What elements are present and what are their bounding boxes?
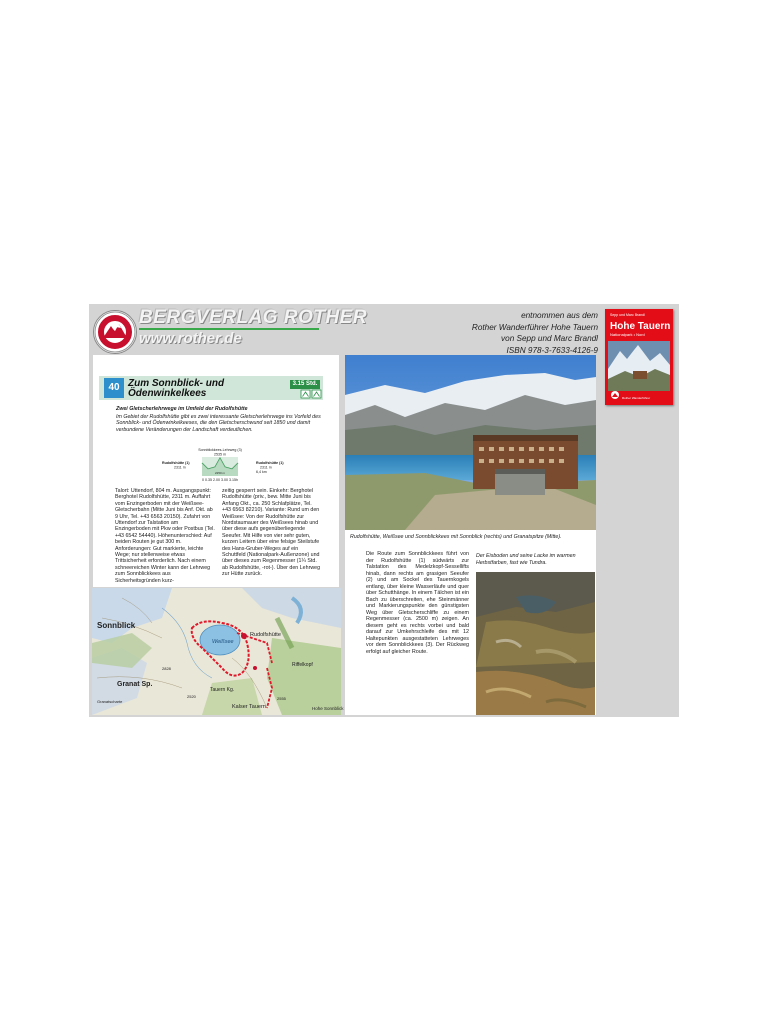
credit-line: entnommen aus dem <box>521 311 598 320</box>
route-description: Die Route zum Sonnblickkees führt von der Rudolfshütte (1) südwärts zur Talstation des Medelzkopf-Sessellifts hinab, dann rechts am grasigen Seeufer (2) und am Sockel des Tauernkogels entlang, über kleine Wasserläufe und quer über Schutthänge. In einem Tälchen ist ein Bach zu überschreiten, ehe Steinmänner und Markierungspunkte den günstigsten Weg über Gletscherschliffe zu einem Regenmesser (ca. 2500 m) zeigen. An diesem geht es rechts vorbei und bald darauf zur Umkehrschleife des mit 12 Haltepunkten ausgestatteten Lehrweges vor dem Sonnblickkees (3). Der Rückweg erfolgt auf gleicher Route. <box>366 551 469 655</box>
map-label-elevation: 2520 <box>187 694 196 699</box>
info-column-left: Talort: Uttendorf, 804 m. Ausgangspunkt: Berghotel Rudolfshütte, 2311 m. Auffahrt vom Enzingerboden mit der Weißsee-Gletscherbahn (Mitte Juni bis Anf. Okt. ab 9 Uhr, Tel. +43 6563 20150). Zufahrt von Uttendorf zur Talstation am Enzingerboden mit Pkw oder Postbus (Tel. +43 6542 54440). Höhenunterschied: Auf beiden Routen je gut 300 m. Anforderungen: Gut markierte, leichte Wege; nur stellenweise etwas Trittsicherheit erforderlich. Nach einem schneereichen Winter kann der Lehrweg zum Sonnblickkees aus Sicherheitsgründen kurz- <box>115 488 215 584</box>
tour-title <box>128 379 288 399</box>
profile-start-label: Rudolfshütte (1) <box>162 461 190 465</box>
intro-text: Im Gebiet der Rudolfshütte gibt es zwei interessante Gletscherlehrwege ins Vorfeld des Sonnblick- und Ödenwinkelkeeses, die den Gletscherschwund seit 1850 und damit verbundene Veränderungen der Landschaft verdeutlichen. <box>116 414 321 433</box>
map-label-elevation: 2828 <box>162 666 171 671</box>
map-label-riffelkopf: Riffelkopf <box>292 662 313 668</box>
photo-caption-secondary: Der Eisboden und seine Lacke im warmen Herbstfarben, fast wie Tundra. <box>476 553 576 566</box>
credit-isbn: ISBN 978-3-7633-4126-9 <box>506 345 598 355</box>
book-cover-author: Sepp und Marc Brandl <box>610 313 645 317</box>
intro-heading: Zwei Gletscherlehrwege im Umfeld der Rudolfshütte <box>116 406 248 412</box>
photo-caption-main: Rudolfshütte, Weißsee und Sonnblickkees mit Sonnblick (rechts) und Granatspitze (Mitte). <box>350 534 562 540</box>
map-label-granat: Granat Sp. <box>117 681 153 688</box>
profile-end-label: Rudolfshütte (1) <box>256 461 284 465</box>
map-label-tauern-kg: Tauern Kg. <box>210 687 235 693</box>
profile-time-axis: 0 0.35 2.00 3.00 3.15h <box>202 478 238 482</box>
profile-peak-altitude: 2535 m <box>214 452 226 457</box>
map-label-weisssee: Weißsee <box>212 639 234 645</box>
book-cover-title: Hohe Tauern <box>610 321 671 332</box>
tour-duration-badge: 3.15 Std. <box>290 380 320 389</box>
publisher-name: BERGVERLAG ROTHER <box>139 307 368 328</box>
tour-title-line: Ödenwinkelkees <box>128 388 207 399</box>
profile-end-altitude: 2311 m <box>260 465 272 470</box>
profile-peak-label: Sonnblickkees-Lehrweg (3) <box>198 448 242 452</box>
book-cover-footer: Rother Wanderführer <box>622 396 651 400</box>
rudolfshuette-photo <box>345 355 596 530</box>
map-label-granatscharte: Granatscharte <box>97 699 123 704</box>
book-cover-subtitle: Nationalpark • Nord <box>610 332 645 337</box>
tour-number: 40 <box>104 378 124 398</box>
book-cover[interactable] <box>605 309 673 405</box>
tour-symbols <box>301 390 323 398</box>
route-map[interactable] <box>92 588 344 715</box>
profile-distance: 6,4 km <box>256 470 267 474</box>
book-credit <box>440 310 598 356</box>
elevation-profile <box>160 447 284 487</box>
publisher-url-link[interactable]: www.rother.de <box>139 330 242 347</box>
map-label-sonnblick: Sonnblick <box>97 621 136 630</box>
credit-line: Rother Wanderführer Hohe Tauern <box>471 322 598 332</box>
map-label-elevation: 2555 <box>277 696 286 701</box>
profile-start-altitude: 2311 m <box>174 465 186 470</box>
map-label-rudolfshuette: Rudolfshütte <box>250 632 281 638</box>
profile-mid-label: 2250 m <box>214 471 226 475</box>
map-label-hohe-sonnblick: Hohe Sonnblick <box>312 706 344 711</box>
info-column-right: zeitig gesperrt sein. Einkehr: Berghotel Rudolfshütte (priv., bew. Mitte Juni bis Anfang Okt., ca. 250 Schlafplätze, Tel. +43 6563 82210). Variante: Rund um den Weißsee: Von der Rudolfshütte zur Nordstaumauer des Weißsees hinab und über diese aufs gegenüberliegende Seeufer. Mit Hilfe von vier sehr guten, kurzen Leitern über eine felsige Steilstufe des Hans-Gruber-Weges auf ein Schuttfeld (Nationalpark-Außenzone) und über dieses zum Regenmesser (1¼ Std. ab Rudolfshütte, -rot-). Über den Lehrweg zur Hütte zurück. <box>222 488 321 578</box>
map-label-kalser-tauern: Kalser Tauern <box>232 704 266 710</box>
credit-line: von Sepp und Marc Brandl <box>501 334 598 343</box>
eisboden-photo <box>476 572 595 715</box>
tour-title-line: Zum Sonnblick- und <box>128 378 225 389</box>
publisher-logo[interactable] <box>93 310 137 354</box>
